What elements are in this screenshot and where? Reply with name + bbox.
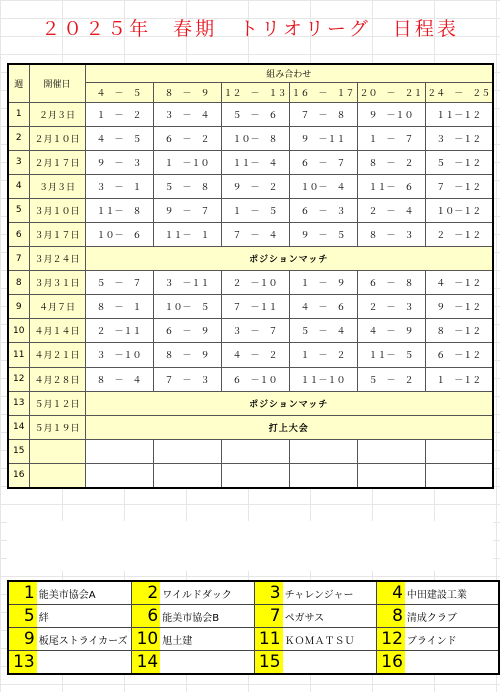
matchup-cell: ７ －１２ <box>425 174 493 198</box>
matchup-cell: ４ － ６ <box>289 295 357 319</box>
week-number: 16 <box>8 463 29 487</box>
matchup-cell: ９ －１０ <box>357 102 425 126</box>
matchup-cell: １１－ ５ <box>357 343 425 367</box>
team-name: 板尾ストライカーズ <box>37 628 132 651</box>
matchup-cell: １１－１０ <box>289 367 357 391</box>
team-number: 14 <box>132 651 160 675</box>
team-row <box>8 651 499 675</box>
schedule-row <box>8 439 493 463</box>
matchup-cell: ７ － ４ <box>221 222 289 246</box>
team-row <box>8 581 499 605</box>
matchup-cell: ７ －１１ <box>221 295 289 319</box>
matchup-cell: ５ － ４ <box>289 319 357 343</box>
event-date: ４月２８日 <box>29 367 85 391</box>
matchup-cell: ６ －１０ <box>221 367 289 391</box>
event-date: ３月１７日 <box>29 222 85 246</box>
event-date: ２月１０日 <box>29 126 85 150</box>
schedule-row <box>8 391 493 415</box>
schedule-table <box>7 63 494 489</box>
matchup-cell: ９ － ２ <box>221 174 289 198</box>
event-date: ３月２４日 <box>29 247 85 271</box>
team-number: 10 <box>132 628 160 651</box>
team-name: 絆 <box>37 605 132 628</box>
court-header: ８ － ９ <box>153 82 221 102</box>
team-name: 能美市協会A <box>37 581 132 605</box>
week-number: 6 <box>8 222 29 246</box>
matchup-cell: ８ － ２ <box>357 150 425 174</box>
court-header: ２４ － ２５ <box>425 82 493 102</box>
empty-cell <box>153 439 221 463</box>
schedule-row <box>8 102 493 126</box>
event-date: ４月７日 <box>29 295 85 319</box>
matchup-cell: ５ － ８ <box>153 174 221 198</box>
week-number: 9 <box>8 295 29 319</box>
team-number: 12 <box>377 628 405 651</box>
matchup-cell: ３ －１０ <box>85 343 153 367</box>
matchup-cell: ８ － ３ <box>357 222 425 246</box>
empty-cell <box>85 463 153 487</box>
week-number: 12 <box>8 367 29 391</box>
empty-cell <box>425 463 493 487</box>
matchup-cell: ２ －１２ <box>425 222 493 246</box>
matchup-cell: １１－ ６ <box>357 174 425 198</box>
matchup-cell: １１－１２ <box>425 102 493 126</box>
event-date: ３月３日 <box>29 174 85 198</box>
spacer <box>7 521 493 571</box>
schedule-row <box>8 367 493 391</box>
matchup-cell: ２ － ４ <box>357 198 425 222</box>
matchup-cell: ８ －１２ <box>425 319 493 343</box>
matchup-cell: ３ －１２ <box>425 126 493 150</box>
matchup-cell: １１－ ４ <box>221 150 289 174</box>
week-number: 5 <box>8 198 29 222</box>
team-name <box>37 651 132 675</box>
team-row <box>8 605 499 628</box>
team-name: 清成クラブ <box>405 605 499 628</box>
team-number: 11 <box>254 628 282 651</box>
schedule-row <box>8 198 493 222</box>
matchup-cell: １ － ７ <box>357 126 425 150</box>
court-header: １２ － １３ <box>221 82 289 102</box>
event-date: ２月３日 <box>29 102 85 126</box>
matchup-cell: １ －１０ <box>153 150 221 174</box>
schedule-row <box>8 247 493 271</box>
court-header: ４ － ５ <box>85 82 153 102</box>
matchup-cell: ４ － ２ <box>221 343 289 367</box>
matchup-cell: １ － ２ <box>85 102 153 126</box>
matchup-cell: ９ －１２ <box>425 295 493 319</box>
empty-cell <box>221 439 289 463</box>
team-number: 1 <box>8 581 37 605</box>
team-name <box>160 651 254 675</box>
week-number: 1 <box>8 102 29 126</box>
matchup-cell: ５ －１２ <box>425 150 493 174</box>
week-number: 14 <box>8 415 29 439</box>
team-number: 2 <box>132 581 160 605</box>
matchup-cell: ８ － ９ <box>153 343 221 367</box>
matchup-cell: ５ － ６ <box>221 102 289 126</box>
event-label: 打上大会 <box>85 415 493 439</box>
schedule-row <box>8 319 493 343</box>
empty-cell <box>425 439 493 463</box>
empty-cell <box>289 439 357 463</box>
team-name: ブラインド <box>405 628 499 651</box>
team-name <box>283 651 377 675</box>
empty-cell <box>153 463 221 487</box>
matchup-cell: ４ － ５ <box>85 126 153 150</box>
team-name: ワイルドダック <box>160 581 254 605</box>
schedule-row <box>8 126 493 150</box>
team-number: 4 <box>377 581 405 605</box>
event-label: ポジションマッチ <box>85 247 493 271</box>
matchup-cell: ４ －１２ <box>425 271 493 295</box>
matchup-cell: ９ － ３ <box>85 150 153 174</box>
schedule-row <box>8 271 493 295</box>
week-number: 10 <box>8 319 29 343</box>
team-name: ペガサス <box>283 605 377 628</box>
matchup-cell: ３ － １ <box>85 174 153 198</box>
matchup-cell: ４ － ９ <box>357 319 425 343</box>
team-number: 9 <box>8 628 37 651</box>
week-number: 11 <box>8 343 29 367</box>
schedule-row <box>8 150 493 174</box>
event-date <box>29 463 85 487</box>
schedule-row <box>8 415 493 439</box>
schedule-row <box>8 343 493 367</box>
matchup-cell: ２ －１０ <box>221 271 289 295</box>
team-legend-table <box>7 580 500 675</box>
matchup-cell: ７ － ３ <box>153 367 221 391</box>
matchup-cell: ６ － ７ <box>289 150 357 174</box>
team-name: 能美市協会B <box>160 605 254 628</box>
matchup-cell: １０－ ４ <box>289 174 357 198</box>
matchup-cell: １ － ９ <box>289 271 357 295</box>
event-label: ポジションマッチ <box>85 391 493 415</box>
matchups-header: 組み合わせ <box>85 64 493 82</box>
matchup-cell: ６ － ８ <box>357 271 425 295</box>
team-number: 15 <box>254 651 282 675</box>
week-number: 2 <box>8 126 29 150</box>
week-number: 4 <box>8 174 29 198</box>
event-date: ５月１９日 <box>29 415 85 439</box>
week-header: 週 <box>8 64 29 102</box>
team-name: チャレンジャー <box>283 581 377 605</box>
event-date: ２月１７日 <box>29 150 85 174</box>
team-number: 16 <box>377 651 405 675</box>
empty-cell <box>357 463 425 487</box>
event-date: ４月２１日 <box>29 343 85 367</box>
matchup-cell: ７ － ８ <box>289 102 357 126</box>
matchup-cell: ３ － ７ <box>221 319 289 343</box>
matchup-cell: １０－ ５ <box>153 295 221 319</box>
matchup-cell: ６ － ９ <box>153 319 221 343</box>
matchup-cell: ６ － ３ <box>289 198 357 222</box>
week-number: 8 <box>8 271 29 295</box>
matchup-cell: ２ － ３ <box>357 295 425 319</box>
schedule-row <box>8 295 493 319</box>
team-name: 中田建設工業 <box>405 581 499 605</box>
empty-cell <box>357 439 425 463</box>
team-number: 7 <box>254 605 282 628</box>
empty-cell <box>221 463 289 487</box>
schedule-row <box>8 463 493 487</box>
event-date: ５月１２日 <box>29 391 85 415</box>
matchup-cell: １１－ １ <box>153 222 221 246</box>
team-number: 13 <box>8 651 37 675</box>
week-number: 15 <box>8 439 29 463</box>
schedule-row <box>8 222 493 246</box>
matchup-cell: ６ －１２ <box>425 343 493 367</box>
team-row <box>8 628 499 651</box>
event-date: ３月３１日 <box>29 271 85 295</box>
event-date: ４月１４日 <box>29 319 85 343</box>
matchup-cell: １ －１２ <box>425 367 493 391</box>
matchup-cell: ８ － ４ <box>85 367 153 391</box>
empty-cell <box>85 439 153 463</box>
matchup-cell: ２ －１１ <box>85 319 153 343</box>
team-number: 5 <box>8 605 37 628</box>
date-header: 開催日 <box>29 64 85 102</box>
team-number: 8 <box>377 605 405 628</box>
matchup-cell: ８ － １ <box>85 295 153 319</box>
court-header: ２０ － ２１ <box>357 82 425 102</box>
matchup-cell: ９ － ５ <box>289 222 357 246</box>
event-date <box>29 439 85 463</box>
matchup-cell: １０－ ６ <box>85 222 153 246</box>
matchup-cell: １０－１２ <box>425 198 493 222</box>
court-header: １６ － １７ <box>289 82 357 102</box>
matchup-cell: ５ － ７ <box>85 271 153 295</box>
event-date: ３月１０日 <box>29 198 85 222</box>
week-number: 7 <box>8 247 29 271</box>
schedule-row <box>8 174 493 198</box>
matchup-cell: ５ － ２ <box>357 367 425 391</box>
team-name <box>405 651 499 675</box>
matchup-cell: ９ －１１ <box>289 126 357 150</box>
matchup-cell: ９ － ７ <box>153 198 221 222</box>
matchup-cell: １ － ５ <box>221 198 289 222</box>
matchup-cell: １１－ ８ <box>85 198 153 222</box>
team-number: 6 <box>132 605 160 628</box>
page-title: ２０２５年 春期 トリオリーグ 日程表 <box>41 18 459 40</box>
matchup-cell: ３ － ４ <box>153 102 221 126</box>
matchup-cell: ６ － ２ <box>153 126 221 150</box>
matchup-cell: １０－ ８ <box>221 126 289 150</box>
empty-cell <box>289 463 357 487</box>
week-number: 13 <box>8 391 29 415</box>
week-number: 3 <box>8 150 29 174</box>
team-name: ＫＯＭＡＴＳＵ <box>283 628 377 651</box>
team-number: 3 <box>254 581 282 605</box>
matchup-cell: １ － ２ <box>289 343 357 367</box>
matchup-cell: ３ －１１ <box>153 271 221 295</box>
team-name: 旭土建 <box>160 628 254 651</box>
